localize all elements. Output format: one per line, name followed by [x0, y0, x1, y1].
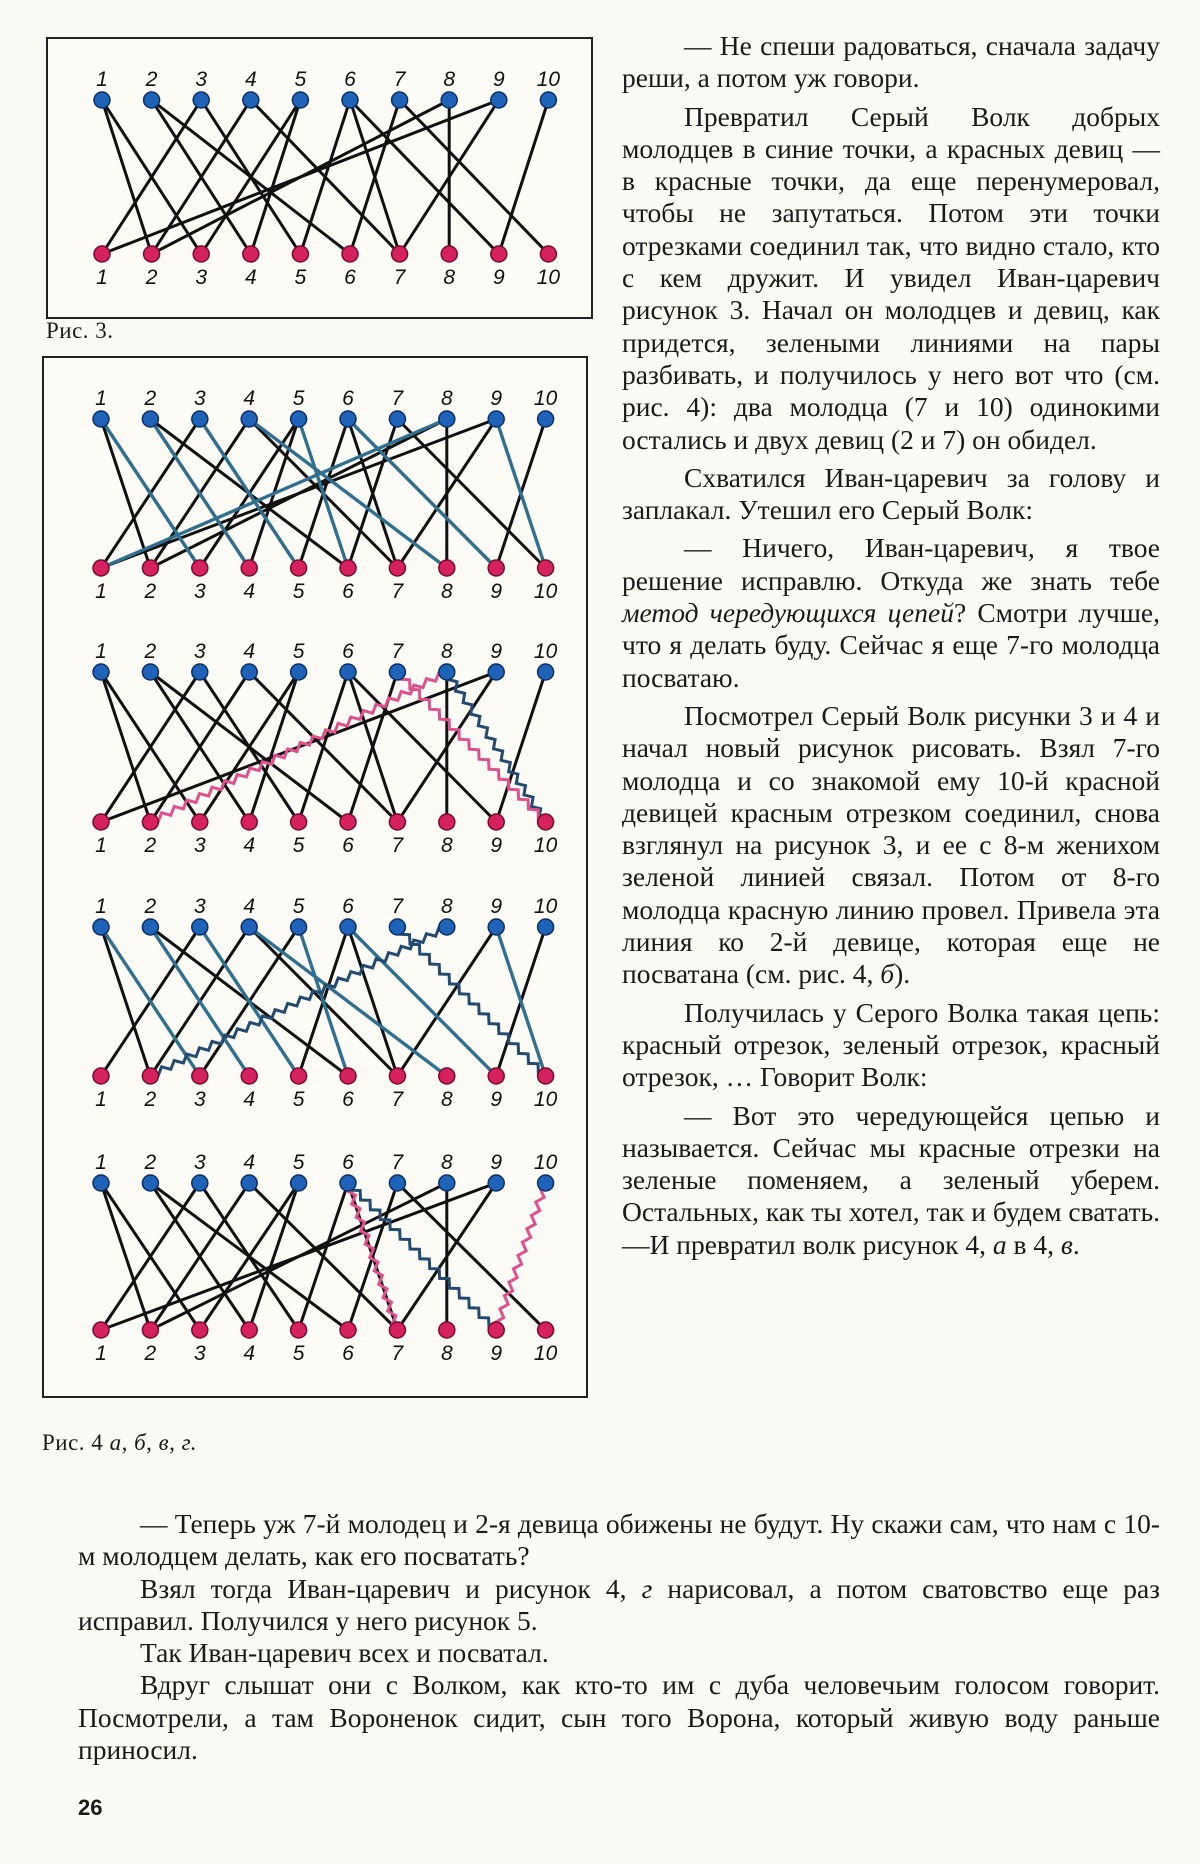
top-label-1: 1 — [95, 1151, 107, 1174]
edge-5-4 — [249, 672, 298, 822]
edge-1-2 — [101, 927, 150, 1076]
bottom-label-10: 10 — [536, 266, 561, 289]
top-label-6: 6 — [342, 895, 354, 918]
top-label-8: 8 — [440, 895, 453, 918]
paragraph-11: Вдруг слышат они с Волком, как кто-то им с дуба человечьим голосом говорит. Посмотрели, а там Вороненок сидит, сын того Ворона, который живую воду раньше приносил. — [78, 1669, 1160, 1766]
young-man-dot-6 — [340, 919, 356, 935]
bottom-label-1: 1 — [96, 266, 108, 289]
bottom-label-1: 1 — [95, 1088, 107, 1111]
bottom-label-5: 5 — [292, 1342, 305, 1365]
maiden-dot-8 — [439, 1322, 455, 1338]
bottom-label-6: 6 — [342, 1088, 354, 1111]
maiden-dot-7 — [389, 1322, 405, 1338]
edge-1-2 — [101, 1183, 150, 1330]
maiden-dot-6 — [340, 560, 356, 576]
bottom-label-9: 9 — [490, 1088, 503, 1111]
p5-end: ). — [894, 958, 911, 990]
p5-italic: б — [880, 958, 895, 990]
young-man-dot-4 — [241, 1175, 257, 1191]
p7-b: в — [1060, 1228, 1073, 1260]
young-man-dot-9 — [488, 919, 504, 935]
top-label-6: 6 — [344, 68, 356, 91]
top-label-2: 2 — [144, 387, 157, 410]
edge-6-5 — [300, 100, 350, 254]
top-label-2: 2 — [144, 895, 157, 918]
maiden-dot-10 — [538, 814, 554, 830]
young-man-dot-2 — [142, 664, 158, 680]
maiden-dot-4 — [243, 246, 259, 262]
edge-9-1 — [102, 100, 499, 254]
top-label-9: 9 — [490, 387, 503, 410]
maiden-dot-6 — [342, 246, 358, 262]
maiden-dot-10 — [538, 560, 554, 576]
figure-4-frame — [42, 356, 588, 1398]
young-man-dot-1 — [93, 919, 109, 935]
young-man-dot-4 — [243, 92, 259, 108]
young-man-dot-10 — [540, 92, 556, 108]
figure-3-graph — [48, 39, 591, 317]
young-man-dot-9 — [491, 92, 507, 108]
top-label-2: 2 — [145, 68, 158, 91]
story-bottom — [78, 1508, 1160, 1766]
top-label-3: 3 — [193, 640, 206, 663]
maiden-dot-6 — [340, 1322, 356, 1338]
bottom-label-7: 7 — [391, 1342, 404, 1365]
p4-start: — Ничего, Иван-царевич, я твое решение исправлю. Откуда же знать тебе — [622, 532, 1160, 596]
paragraph-7 — [622, 1100, 1160, 1261]
top-label-7: 7 — [391, 640, 404, 663]
figure-4-caption-letters: а, б, в, г. — [109, 1430, 198, 1455]
graph-fig4-d — [93, 1151, 558, 1365]
top-label-10: 10 — [536, 68, 561, 91]
young-man-dot-3 — [192, 411, 208, 427]
young-man-dot-1 — [94, 92, 110, 108]
p9-italic: г — [641, 1572, 653, 1604]
maiden-dot-9 — [491, 246, 507, 262]
top-label-9: 9 — [492, 68, 505, 91]
young-man-dot-5 — [291, 411, 307, 427]
top-label-4: 4 — [243, 387, 256, 410]
edge-5-4 — [249, 1183, 298, 1330]
top-label-5: 5 — [292, 1151, 305, 1174]
edge-6-5 — [299, 1183, 348, 1330]
bottom-label-9: 9 — [490, 580, 503, 603]
young-man-dot-1 — [93, 664, 109, 680]
maiden-dot-1 — [94, 246, 110, 262]
p4-end: ? Смотри лучше, что я делать буду. Сейчас я еще 7-го молодца посватаю. — [622, 597, 1160, 693]
young-man-dot-6 — [340, 664, 356, 680]
top-label-3: 3 — [193, 1151, 206, 1174]
edge-9-1 — [101, 419, 496, 568]
maiden-dot-1 — [93, 1068, 109, 1084]
bottom-label-4: 4 — [243, 580, 256, 603]
young-man-dot-10 — [538, 919, 554, 935]
maiden-dot-7 — [389, 560, 405, 576]
matching-edge-4-8 — [249, 927, 447, 1076]
young-man-dot-9 — [488, 1175, 504, 1191]
bottom-label-8: 8 — [440, 580, 453, 603]
bottom-label-8: 8 — [440, 834, 453, 857]
maiden-dot-3 — [193, 246, 209, 262]
top-label-10: 10 — [533, 1151, 558, 1174]
bottom-label-2: 2 — [145, 266, 158, 289]
young-man-dot-10 — [538, 411, 554, 427]
paragraph-2: Превратил Серый Волк добрых молодцев в синие точки, а красных девиц — в красные точки, да еще перенумеровал, чтобы не запутаться. Потом эти точки отрезками соединил так, что видно стало, кто с кем дружит. И увидел Иван-царевич рисунок 3. Начал он молодцев и девиц, как придется, зелеными линиями на пары разбивать, и получилось у него вот что (см. рис. 4): два молодца (7 и 10) одинокими остались и двух девиц (2 и 7) он обидел. — [622, 100, 1160, 455]
young-man-dot-8 — [441, 92, 457, 108]
graph-fig4-a — [93, 387, 558, 603]
edge-6-9 — [350, 100, 499, 254]
top-label-6: 6 — [342, 387, 354, 410]
bottom-label-7: 7 — [391, 834, 404, 857]
maiden-dot-1 — [93, 814, 109, 830]
page-number: 26 — [78, 1795, 103, 1820]
maiden-dot-3 — [192, 1322, 208, 1338]
bottom-label-4: 4 — [243, 834, 256, 857]
paragraph-3: Схватился Иван-царевич за голову и заплакал. Утешил его Серый Волк: — [622, 461, 1160, 526]
young-man-dot-2 — [142, 1175, 158, 1191]
p7-a: а — [992, 1228, 1007, 1260]
top-label-7: 7 — [391, 1151, 404, 1174]
figure-4-graphs — [44, 358, 586, 1396]
young-man-dot-6 — [342, 92, 358, 108]
maiden-dot-3 — [192, 1068, 208, 1084]
p9-end: нарисовал, а потом сватовство еще раз исправил. Получился у него рисунок 5. — [78, 1572, 1161, 1636]
top-label-3: 3 — [193, 387, 206, 410]
top-label-9: 9 — [490, 640, 503, 663]
young-man-dot-8 — [439, 919, 455, 935]
bottom-label-10: 10 — [533, 580, 558, 603]
wavy-chain-edge-8-2 — [150, 927, 446, 1076]
paragraph-6: Получилась у Серого Волка такая цепь: красный отрезок, зеленый отрезок, красный отрезок, … Говорит Волк: — [622, 996, 1160, 1093]
top-label-7: 7 — [391, 387, 404, 410]
bottom-label-3: 3 — [193, 580, 206, 603]
young-man-dot-2 — [144, 92, 160, 108]
top-label-8: 8 — [440, 1151, 453, 1174]
bottom-label-9: 9 — [490, 834, 503, 857]
edge-1-2 — [101, 672, 150, 822]
top-label-9: 9 — [490, 895, 503, 918]
maiden-dot-10 — [538, 1322, 554, 1338]
young-man-dot-3 — [192, 664, 208, 680]
top-label-6: 6 — [342, 640, 354, 663]
top-label-5: 5 — [292, 387, 305, 410]
maiden-dot-2 — [142, 1068, 158, 1084]
young-man-dot-1 — [93, 411, 109, 427]
maiden-dot-8 — [439, 1068, 455, 1084]
top-label-4: 4 — [243, 1151, 256, 1174]
maiden-dot-9 — [488, 560, 504, 576]
young-man-dot-4 — [241, 664, 257, 680]
maiden-dot-2 — [144, 246, 160, 262]
bottom-label-6: 6 — [342, 834, 354, 857]
matching-edge-8-1 — [101, 419, 447, 568]
bottom-label-2: 2 — [144, 1088, 157, 1111]
wavy-chain-edge-8-10 — [447, 672, 546, 822]
top-label-1: 1 — [96, 68, 108, 91]
top-label-2: 2 — [144, 1151, 157, 1174]
maiden-dot-8 — [439, 814, 455, 830]
paragraph-9 — [78, 1573, 1160, 1638]
figure-3-caption: Рис. 3. — [46, 318, 114, 343]
maiden-dot-6 — [340, 1068, 356, 1084]
maiden-dot-8 — [441, 246, 457, 262]
top-label-1: 1 — [95, 895, 107, 918]
story-column — [622, 30, 1160, 1267]
bottom-label-6: 6 — [342, 1342, 354, 1365]
p9-start: Взял тогда Иван-царевич и рисунок 4, — [140, 1572, 627, 1604]
top-label-7: 7 — [393, 68, 406, 91]
edge-6-7 — [348, 927, 397, 1076]
paragraph-10: Так Иван-царевич всех и посватал. — [140, 1637, 549, 1669]
bottom-label-8: 8 — [440, 1342, 453, 1365]
top-label-3: 3 — [193, 895, 206, 918]
maiden-dot-3 — [192, 560, 208, 576]
top-label-5: 5 — [294, 68, 307, 91]
bottom-label-4: 4 — [243, 1088, 256, 1111]
maiden-dot-2 — [142, 814, 158, 830]
bottom-label-2: 2 — [144, 1342, 157, 1365]
figure-4-caption-prefix: Рис. 4 — [42, 1430, 104, 1455]
paragraph-8: — Теперь уж 7-й молодец и 2-я девица обижены не будут. Ну скажи сам, что нам с 10-м молодцем делать, как его посватать? — [78, 1508, 1160, 1572]
paragraph-4 — [622, 532, 1160, 693]
bottom-label-10: 10 — [533, 1088, 558, 1111]
young-man-dot-3 — [192, 1175, 208, 1191]
top-label-8: 8 — [443, 68, 456, 91]
bottom-label-10: 10 — [533, 834, 558, 857]
young-man-dot-5 — [291, 919, 307, 935]
p5-start: Посмотрел Серый Волк рисунки 3 и 4 и начал новый рисунок рисовать. Взял 7-го молодца и со знакомой ему 10-й красной девицей красным отрезком соединил, снова взглянул на рисунок 3, и ее с 8-м женихом зеленой линией связал. Потом от 8-го молодца красную линию провел. Привела эта линия ко 2-й девице, которая еще не посватана (см. рис. 4, — [622, 699, 1160, 990]
p7-mid: в 4, — [1013, 1228, 1054, 1260]
top-label-4: 4 — [243, 895, 256, 918]
young-man-dot-3 — [192, 919, 208, 935]
maiden-dot-4 — [241, 814, 257, 830]
edge-10-9 — [499, 100, 549, 254]
maiden-dot-9 — [488, 814, 504, 830]
p7-end: . — [1072, 1228, 1080, 1260]
bottom-label-5: 5 — [294, 266, 307, 289]
maiden-dot-8 — [439, 560, 455, 576]
young-man-dot-9 — [488, 411, 504, 427]
paragraph-5 — [622, 700, 1160, 991]
bottom-label-8: 8 — [440, 1088, 453, 1111]
maiden-dot-3 — [192, 814, 208, 830]
bottom-label-3: 3 — [195, 266, 208, 289]
top-label-1: 1 — [95, 640, 107, 663]
edge-9-1 — [101, 1183, 496, 1330]
matching-edge-6-9 — [348, 927, 496, 1076]
p4-italic: метод чередующихся цепей — [622, 597, 954, 629]
top-label-6: 6 — [342, 1151, 354, 1174]
young-man-dot-10 — [538, 1175, 554, 1191]
maiden-dot-10 — [538, 1068, 554, 1084]
top-label-5: 5 — [292, 895, 305, 918]
maiden-dot-7 — [392, 246, 408, 262]
young-man-dot-6 — [340, 1175, 356, 1191]
maiden-dot-1 — [93, 560, 109, 576]
maiden-dot-7 — [389, 814, 405, 830]
bottom-label-3: 3 — [193, 1088, 206, 1111]
young-man-dot-5 — [291, 664, 307, 680]
maiden-dot-10 — [540, 246, 556, 262]
edge-5-4 — [251, 100, 301, 254]
figure-3-frame — [46, 37, 593, 319]
p7-start: — Вот это чередующейся цепью и называется. Сейчас мы красные отрезки на зеленые поменяем, а зеленый уберем. Остальных, как ты хотел, так и будем сватать. —И превратил волк рисунок 4, — [622, 1099, 1160, 1260]
maiden-dot-4 — [241, 1068, 257, 1084]
bottom-label-6: 6 — [344, 266, 356, 289]
young-man-dot-7 — [392, 92, 408, 108]
young-man-dot-9 — [488, 664, 504, 680]
bottom-label-2: 2 — [144, 834, 157, 857]
graph-fig3 — [94, 68, 560, 289]
bottom-label-4: 4 — [243, 1342, 256, 1365]
bottom-label-7: 7 — [391, 580, 404, 603]
young-man-dot-5 — [292, 92, 308, 108]
bottom-label-1: 1 — [95, 834, 107, 857]
maiden-dot-9 — [488, 1068, 504, 1084]
young-man-dot-10 — [538, 664, 554, 680]
paragraph-1: — Не спеши радоваться, сначала задачу реши, а потом уж говори. — [622, 30, 1160, 94]
young-man-dot-7 — [389, 1175, 405, 1191]
top-label-3: 3 — [195, 68, 208, 91]
young-man-dot-8 — [439, 411, 455, 427]
young-man-dot-7 — [389, 411, 405, 427]
young-man-dot-2 — [142, 411, 158, 427]
top-label-8: 8 — [440, 640, 453, 663]
maiden-dot-5 — [291, 814, 307, 830]
top-label-8: 8 — [440, 387, 453, 410]
maiden-dot-4 — [241, 560, 257, 576]
top-label-5: 5 — [292, 640, 305, 663]
young-man-dot-8 — [439, 664, 455, 680]
maiden-dot-1 — [93, 1322, 109, 1338]
edge-9-7 — [397, 927, 496, 1076]
young-man-dot-1 — [93, 1175, 109, 1191]
young-man-dot-3 — [193, 92, 209, 108]
bottom-label-1: 1 — [95, 1342, 107, 1365]
maiden-dot-5 — [292, 246, 308, 262]
matching-edge-4-8 — [249, 419, 447, 568]
bottom-label-4: 4 — [244, 266, 257, 289]
graph-fig4-b — [93, 640, 558, 857]
edge-7-10 — [400, 100, 549, 254]
bottom-label-9: 9 — [490, 1342, 503, 1365]
edge-6-9 — [348, 672, 496, 822]
young-man-dot-5 — [291, 1175, 307, 1191]
top-label-10: 10 — [533, 895, 558, 918]
bottom-label-5: 5 — [292, 580, 305, 603]
top-label-4: 4 — [243, 640, 256, 663]
maiden-dot-7 — [389, 1068, 405, 1084]
wavy-red-edge-10-9 — [495, 1183, 545, 1330]
young-man-dot-8 — [439, 1175, 455, 1191]
young-man-dot-6 — [340, 411, 356, 427]
top-label-9: 9 — [490, 1151, 503, 1174]
wavy-red-edge-7-10 — [397, 672, 545, 822]
maiden-dot-5 — [291, 1322, 307, 1338]
matching-edge-6-9 — [348, 419, 496, 568]
maiden-dot-5 — [291, 560, 307, 576]
bottom-label-7: 7 — [393, 266, 406, 289]
maiden-dot-4 — [241, 1322, 257, 1338]
young-man-dot-4 — [241, 411, 257, 427]
bottom-label-5: 5 — [292, 834, 305, 857]
bottom-label-8: 8 — [443, 266, 456, 289]
bottom-label-9: 9 — [492, 266, 505, 289]
edge-1-2 — [101, 419, 150, 568]
edge-1-2 — [102, 100, 152, 254]
young-man-dot-4 — [241, 919, 257, 935]
top-label-10: 10 — [533, 640, 558, 663]
young-man-dot-7 — [389, 919, 405, 935]
maiden-dot-9 — [488, 1322, 504, 1338]
figure-4-caption — [42, 1430, 197, 1456]
top-label-7: 7 — [391, 895, 404, 918]
bottom-label-3: 3 — [193, 834, 206, 857]
edge-6-5 — [299, 672, 348, 822]
bottom-label-1: 1 — [95, 580, 107, 603]
maiden-dot-2 — [142, 1322, 158, 1338]
young-man-dot-2 — [142, 919, 158, 935]
top-label-2: 2 — [144, 640, 157, 663]
top-label-1: 1 — [95, 387, 107, 410]
bottom-label-10: 10 — [533, 1342, 558, 1365]
graph-fig4-c — [93, 895, 558, 1111]
bottom-label-7: 7 — [391, 1088, 404, 1111]
top-label-10: 10 — [533, 387, 558, 410]
maiden-dot-5 — [291, 1068, 307, 1084]
bottom-label-3: 3 — [193, 1342, 206, 1365]
bottom-label-5: 5 — [292, 1088, 305, 1111]
maiden-dot-6 — [340, 814, 356, 830]
bottom-label-2: 2 — [144, 580, 157, 603]
bottom-label-6: 6 — [342, 580, 354, 603]
maiden-dot-2 — [142, 560, 158, 576]
young-man-dot-7 — [389, 664, 405, 680]
top-label-4: 4 — [244, 68, 257, 91]
wavy-red-edge-8-2 — [150, 672, 446, 822]
